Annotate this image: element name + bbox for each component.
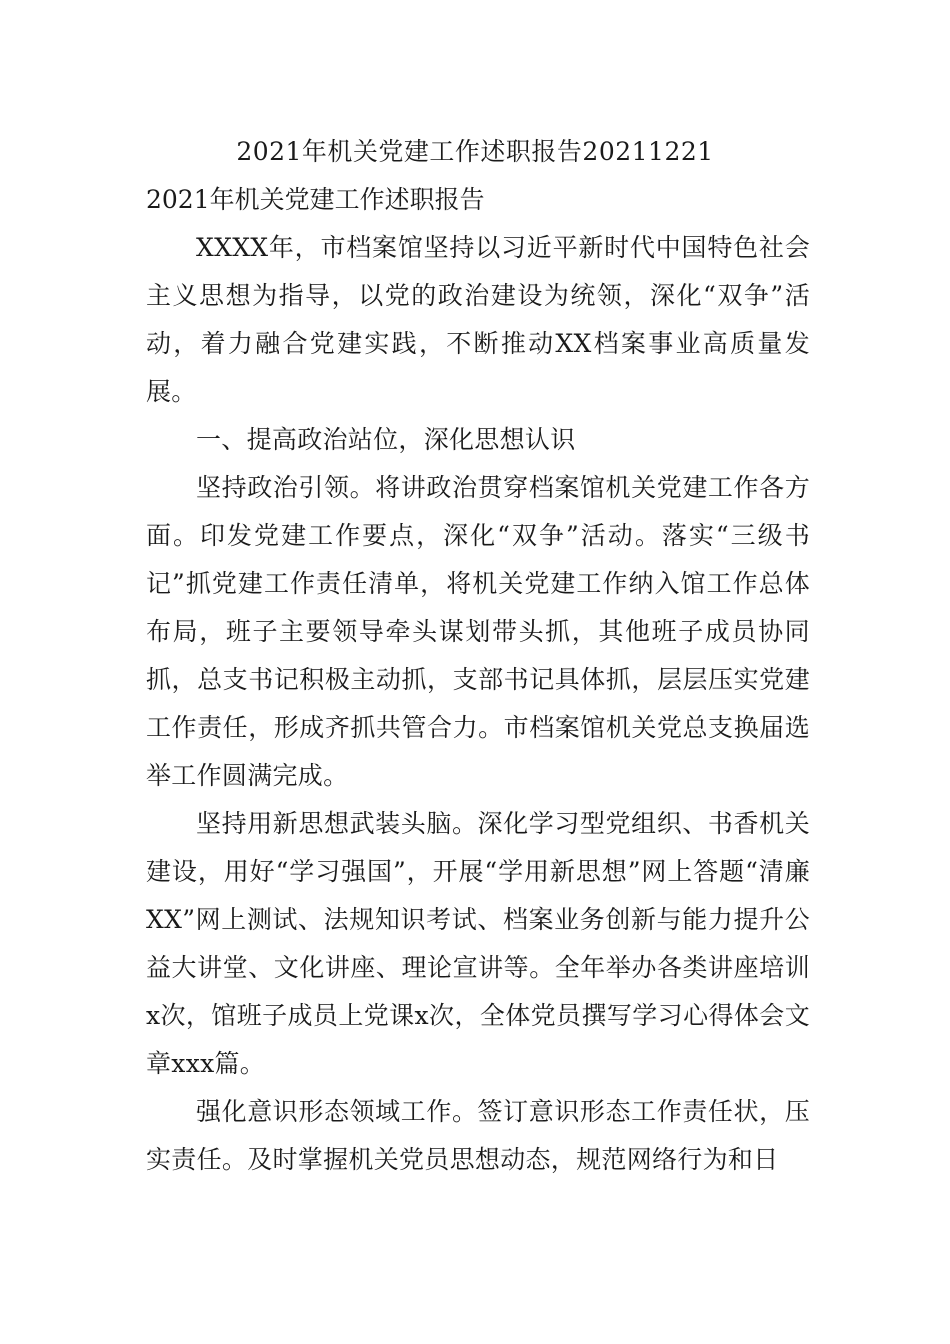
section-heading-1: 一、提高政治站位，深化思想认识 <box>196 425 576 454</box>
paragraph-ideology-work: 强化意识形态领域工作。签订意识形态工作责任状，压实责任。及时掌握机关党员思想动态，规范网络行为和日 <box>146 1097 810 1174</box>
paragraph-intro: XXXX年，市档案馆坚持以习近平新时代中国特色社会主义思想为指导，以党的政治建设为统领，深化“双争”活动，着力融合党建实践，不断推动XX档案事业高质量发展。 <box>146 233 810 406</box>
report-subtitle: 2021年机关党建工作述职报告 <box>146 185 485 214</box>
paragraph-new-thought: 坚持用新思想武装头脑。深化学习型党组织、书香机关建设，用好“学习强国”，开展“学用新思想”网上答题“清廉XX”网上测试、法规知识考试、档案业务创新与能力提升公益大讲堂、文化讲座、理论宣讲等。全年举办各类讲座培训x次，馆班子成员上党课x次，全体党员撰写学习心得体会文章xxx篇。 <box>146 809 810 1078</box>
document-body <box>146 176 810 1184</box>
document-title: 2021年机关党建工作述职报告20211221 <box>236 137 714 166</box>
paragraph-political-guidance: 坚持政治引领。将讲政治贯穿档案馆机关党建工作各方面。印发党建工作要点，深化“双争”活动。落实“三级书记”抓党建工作责任清单，将机关党建工作纳入馆工作总体布局，班子主要领导牵头谋划带头抓，其他班子成员协同抓，总支书记积极主动抓，支部书记具体抓，层层压实党建工作责任，形成齐抓共管合力。市档案馆机关党总支换届选举工作圆满完成。 <box>146 473 810 790</box>
